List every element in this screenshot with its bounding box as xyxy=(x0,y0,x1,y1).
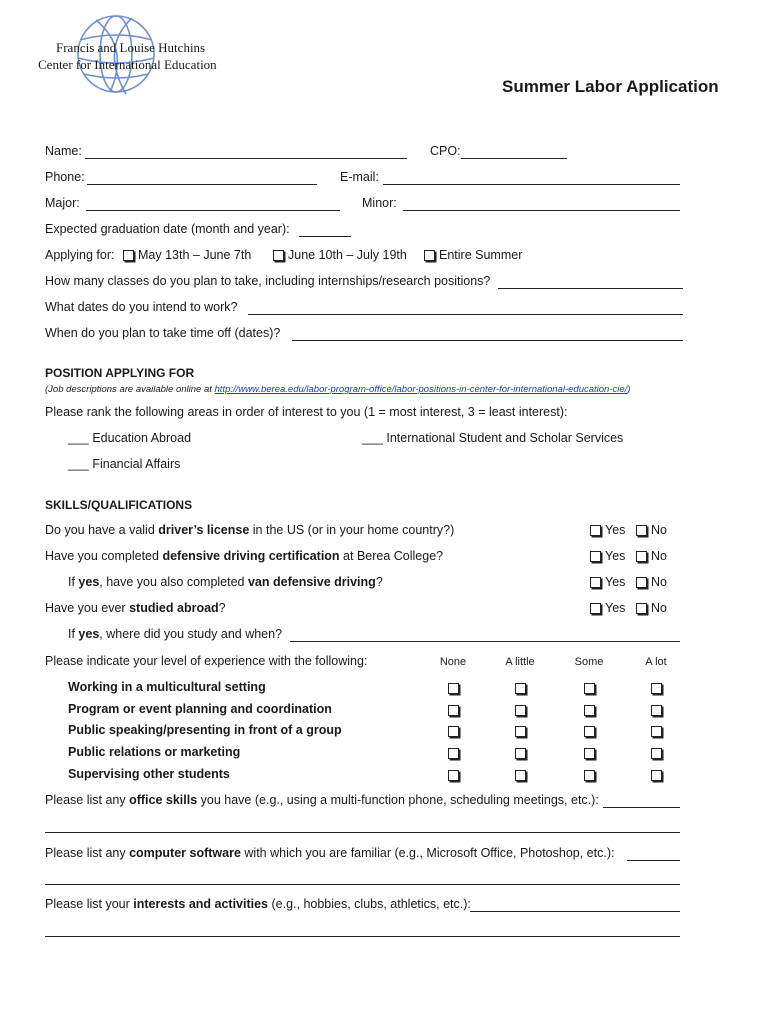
experience-checkbox-little[interactable] xyxy=(515,726,526,737)
level-little-header: A little xyxy=(505,656,535,668)
experience-checkbox-lot[interactable] xyxy=(651,748,662,759)
no-label: No xyxy=(651,549,667,563)
question-text: , have you also completed xyxy=(99,575,248,589)
no-label: No xyxy=(651,575,667,589)
study-where-field[interactable] xyxy=(290,641,680,642)
note-suffix: ) xyxy=(627,384,631,395)
software-question xyxy=(45,846,614,860)
phone-field[interactable] xyxy=(87,184,317,185)
question-text: in the US (or in your home country?) xyxy=(249,523,455,537)
level-none-header: None xyxy=(439,656,467,668)
question-text: at Berea College? xyxy=(339,549,444,563)
position-heading: POSITION APPLYING FOR xyxy=(45,366,195,380)
checkbox-icon xyxy=(590,577,601,588)
experience-checkbox-lot[interactable] xyxy=(651,683,662,694)
question-emphasis: van defensive driving xyxy=(247,575,376,589)
experience-checkbox-lot[interactable] xyxy=(651,770,662,781)
question-text: If xyxy=(68,575,79,589)
email-field[interactable] xyxy=(383,184,680,185)
question-text: , where did you study and when? xyxy=(99,627,283,641)
studied-abroad-question xyxy=(45,601,226,615)
note-prefix: (Job descriptions are available online at xyxy=(45,384,215,395)
checkbox-icon xyxy=(273,250,284,261)
experience-checkbox-none[interactable] xyxy=(448,683,459,694)
area-label: Financial Affairs xyxy=(92,457,181,471)
checkbox-icon xyxy=(636,525,647,536)
skills-heading: SKILLS/QUALIFICATIONS xyxy=(45,498,193,512)
question-text: Do you have a valid xyxy=(45,523,159,537)
defensive-driving-no[interactable] xyxy=(636,549,667,563)
major-label: Major: xyxy=(45,196,80,210)
no-label: No xyxy=(651,523,667,537)
experience-item-label: Working in a multicultural setting xyxy=(68,680,266,694)
applying-for-label: Applying for: xyxy=(45,248,115,262)
applying-option-label: June 10th – July 19th xyxy=(288,248,407,262)
checkbox-icon xyxy=(636,603,647,614)
software-field[interactable] xyxy=(627,860,680,861)
drivers-license-no[interactable] xyxy=(636,523,667,537)
rank-blank: ___ xyxy=(68,431,89,445)
cpo-field[interactable] xyxy=(461,158,567,159)
question-text: ? xyxy=(218,601,226,615)
rank-isss[interactable] xyxy=(362,431,623,445)
rank-education-abroad[interactable] xyxy=(68,431,191,445)
cpo-label: CPO: xyxy=(430,144,461,158)
experience-checkbox-none[interactable] xyxy=(448,705,459,716)
no-label: No xyxy=(651,601,667,615)
question-text: Have you completed xyxy=(45,549,163,563)
experience-checkbox-some[interactable] xyxy=(584,770,595,781)
dates-question: What dates do you intend to work? xyxy=(45,300,238,314)
experience-checkbox-none[interactable] xyxy=(448,748,459,759)
level-lot-header: A lot xyxy=(645,656,667,668)
checkbox-icon xyxy=(123,250,134,261)
minor-label: Minor: xyxy=(362,196,397,210)
interests-field[interactable] xyxy=(470,911,680,912)
grad-date-field[interactable] xyxy=(299,236,351,237)
rank-blank: ___ xyxy=(68,457,89,471)
question-emphasis: interests and activities xyxy=(133,897,269,911)
name-label: Name: xyxy=(45,144,82,158)
office-skills-field-2[interactable] xyxy=(45,832,680,833)
checkbox-icon xyxy=(590,603,601,614)
question-text: with which you are familiar (e.g., Microsoft Office, Photoshop, etc.): xyxy=(240,846,615,860)
question-text: If xyxy=(68,627,79,641)
experience-item-label: Public relations or marketing xyxy=(68,745,241,760)
question-emphasis: defensive driving certification xyxy=(162,549,340,563)
experience-checkbox-some[interactable] xyxy=(584,705,595,716)
question-text: ? xyxy=(375,575,383,589)
van-driving-question xyxy=(68,575,383,589)
yes-label: Yes xyxy=(605,523,626,537)
software-field-2[interactable] xyxy=(45,884,680,885)
major-field[interactable] xyxy=(86,210,340,211)
question-emphasis: yes xyxy=(78,627,100,641)
yes-label: Yes xyxy=(605,601,626,615)
rank-instruction: Please rank the following areas in order of interest to you (1 = most interest, 3 = least interest): xyxy=(45,405,568,419)
timeoff-question: When do you plan to take time off (dates)? xyxy=(45,326,281,340)
checkbox-icon xyxy=(636,577,647,588)
interests-question xyxy=(45,897,471,911)
applying-option-label: May 13th – June 7th xyxy=(138,248,252,262)
logo-line-1: Francis and Louise Hutchins xyxy=(56,40,206,55)
checkbox-icon xyxy=(424,250,435,261)
question-text: you have (e.g., using a multi-function phone, scheduling meetings, etc.): xyxy=(197,793,599,807)
classes-field[interactable] xyxy=(498,288,683,289)
applying-option-2[interactable] xyxy=(273,248,407,262)
question-text: Please list any xyxy=(45,846,130,860)
question-emphasis: driver’s license xyxy=(158,523,250,537)
interests-field-2[interactable] xyxy=(45,936,680,937)
experience-checkbox-lot[interactable] xyxy=(651,705,662,716)
drivers-license-yes[interactable] xyxy=(590,523,625,537)
question-emphasis: studied abroad xyxy=(129,601,219,615)
experience-item-label: Program or event planning and coordination xyxy=(68,701,332,716)
experience-checkbox-none[interactable] xyxy=(448,726,459,737)
experience-item-label: Supervising other students xyxy=(68,766,230,781)
grad-date-label: Expected graduation date (month and year): xyxy=(45,222,290,236)
experience-checkbox-lot[interactable] xyxy=(651,726,662,737)
dates-field[interactable] xyxy=(248,314,683,315)
yes-label: Yes xyxy=(605,549,626,563)
question-emphasis: computer software xyxy=(129,846,241,860)
logo-line-2: Center for International Education xyxy=(38,57,217,72)
office-skills-field[interactable] xyxy=(603,807,680,808)
defensive-driving-question xyxy=(45,549,443,563)
studied-abroad-yes[interactable] xyxy=(590,601,625,615)
name-field[interactable] xyxy=(85,158,407,159)
phone-label: Phone: xyxy=(45,170,85,184)
study-where-question xyxy=(68,627,282,641)
question-text: Please list any xyxy=(45,793,130,807)
page-title: Summer Labor Application xyxy=(502,77,719,96)
level-some-header: Some xyxy=(574,656,604,668)
checkbox-icon xyxy=(590,551,601,562)
experience-checkbox-none[interactable] xyxy=(448,770,459,781)
position-note xyxy=(45,384,630,395)
drivers-license-question xyxy=(45,523,454,537)
question-text: (e.g., hobbies, clubs, athletics, etc.): xyxy=(268,897,471,911)
area-label: International Student and Scholar Services xyxy=(386,431,624,445)
minor-field[interactable] xyxy=(403,210,680,211)
experience-checkbox-some[interactable] xyxy=(584,726,595,737)
experience-checkbox-some[interactable] xyxy=(584,748,595,759)
question-emphasis: office skills xyxy=(129,793,198,807)
classes-question: How many classes do you plan to take, including internships/research positions? xyxy=(45,274,491,288)
job-descriptions-link[interactable]: http://www.berea.edu/labor-program-office/labor-positions-in-center-for-international-education-cie/ xyxy=(214,384,628,395)
applying-option-1[interactable] xyxy=(123,248,251,262)
timeoff-field[interactable] xyxy=(292,340,683,341)
experience-checkbox-little[interactable] xyxy=(515,770,526,781)
experience-prompt: Please indicate your level of experience with the following: xyxy=(45,654,368,668)
van-driving-yes[interactable] xyxy=(590,575,625,589)
studied-abroad-no[interactable] xyxy=(636,601,667,615)
rank-blank: ___ xyxy=(362,431,383,445)
question-text: Have you ever xyxy=(45,601,130,615)
checkbox-icon xyxy=(590,525,601,536)
experience-checkbox-little[interactable] xyxy=(515,748,526,759)
yes-label: Yes xyxy=(605,575,626,589)
van-driving-no[interactable] xyxy=(636,575,667,589)
experience-checkbox-little[interactable] xyxy=(515,683,526,694)
question-text: Please list your xyxy=(45,897,134,911)
area-label: Education Abroad xyxy=(92,431,192,445)
applying-option-label: Entire Summer xyxy=(439,248,523,262)
rank-financial-affairs[interactable] xyxy=(68,457,180,471)
defensive-driving-yes[interactable] xyxy=(590,549,625,563)
experience-item-label: Public speaking/presenting in front of a group xyxy=(68,723,342,738)
experience-checkbox-some[interactable] xyxy=(584,683,595,694)
applying-option-3[interactable] xyxy=(424,248,522,262)
question-emphasis: yes xyxy=(78,575,100,589)
email-label: E-mail: xyxy=(340,170,379,184)
checkbox-icon xyxy=(636,551,647,562)
experience-checkbox-little[interactable] xyxy=(515,705,526,716)
office-skills-question xyxy=(45,793,599,807)
